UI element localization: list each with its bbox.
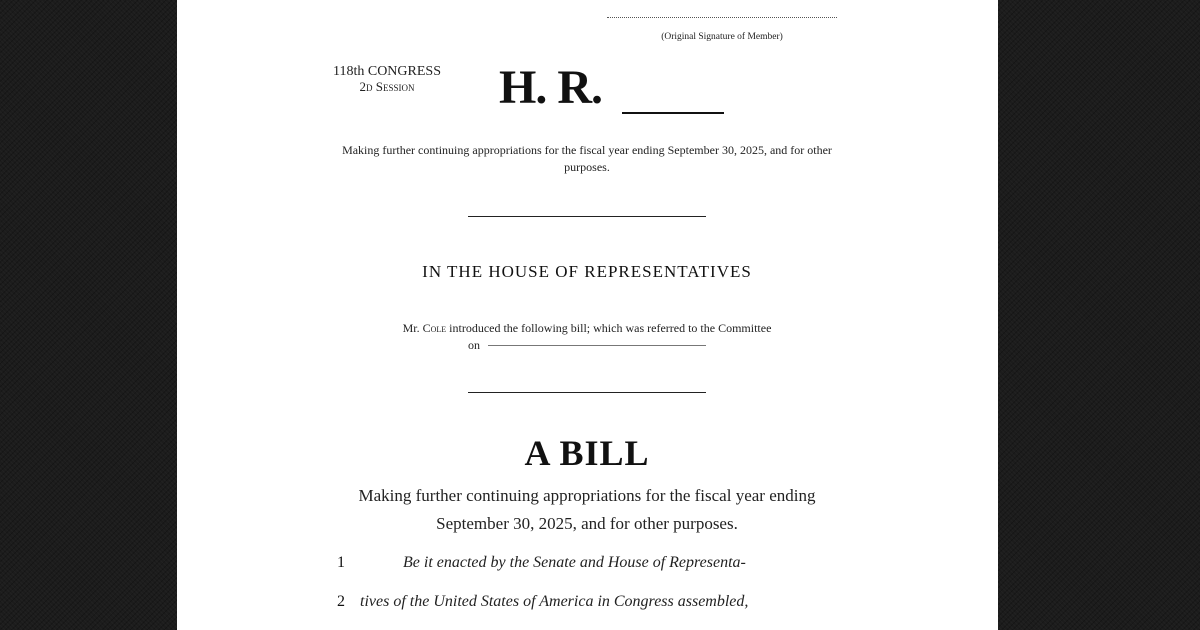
short-title: Making further continuing appropriations for the fiscal year ending September 30, 2025, and for other purposes. bbox=[342, 143, 832, 174]
sponsor-name: Cole bbox=[422, 321, 447, 335]
long-title: Making further continuing appropriations for the fiscal year ending September 30, 2025, and for other purposes. bbox=[358, 486, 816, 533]
bill-number-blank bbox=[622, 112, 724, 114]
signature-line bbox=[607, 17, 837, 18]
divider-rule bbox=[468, 392, 706, 393]
signature-caption: (Original Signature of Member) bbox=[661, 32, 783, 42]
bill-page bbox=[177, 0, 998, 630]
line-number: 2 bbox=[337, 593, 345, 610]
congress-label: 118th CONGRESS bbox=[332, 64, 441, 79]
session-label: 2d Session bbox=[359, 79, 415, 94]
committee-blank-line bbox=[488, 345, 706, 346]
line-number: 1 bbox=[337, 554, 345, 571]
introduction-statement bbox=[327, 320, 847, 354]
introduction-text: introduced the following bill; which was referred to the Committee bbox=[449, 321, 772, 335]
sponsor-prefix: Mr. bbox=[402, 321, 420, 335]
congress-session-block bbox=[297, 64, 477, 94]
bill-heading: A BILL bbox=[524, 433, 650, 473]
divider-rule bbox=[468, 216, 706, 217]
chamber-heading: IN THE HOUSE OF REPRESENTATIVES bbox=[422, 262, 752, 281]
committee-on-label: on bbox=[468, 338, 480, 352]
enacting-clause-line: tives of the United States of America in Congress assembled, bbox=[360, 593, 749, 610]
bill-number-label: H. R. bbox=[499, 61, 602, 114]
enacting-clause-line: Be it enacted by the Senate and House of Representa- bbox=[403, 554, 746, 571]
